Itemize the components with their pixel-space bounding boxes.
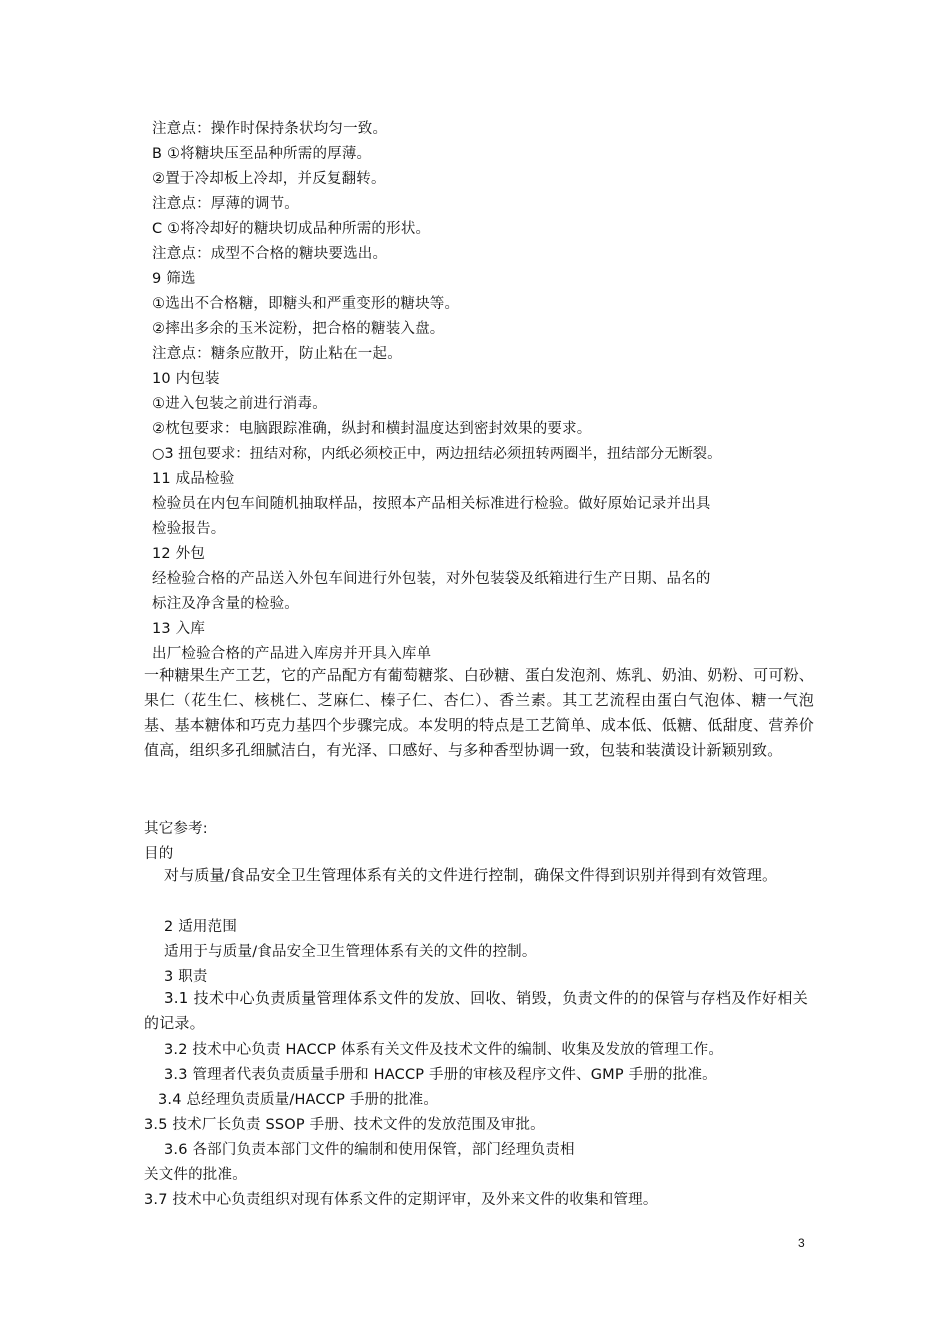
step-10-1: ①进入包装之前进行消毒。 [152, 396, 327, 412]
duty-3-3: 3.3 管理者代表负责质量手册和 HACCP 手册的审核及程序文件、GMP 手册的批准。 [164, 1067, 717, 1083]
duty-3-1: 3.1 技术中心负责质量管理体系文件的发放、回收、销毁，负责文件的的保管与存档及作好相关的记录。 [144, 989, 808, 1032]
step-9-1: ①选出不合格糖，即糖头和严重变形的糖块等。 [152, 296, 460, 312]
outer-pack-text-2: 标注及净含量的检验。 [152, 596, 299, 612]
duty-3-2: 3.2 技术中心负责 HACCP 体系有关文件及技术文件的编制、收集及发放的管理工作。 [164, 1042, 724, 1058]
inspection-text-1: 检验员在内包车间随机抽取样品，按照本产品相关标准进行检验。做好原始记录并出具 [152, 496, 711, 512]
section-11-title: 11 成品检验 [152, 471, 235, 487]
section-13-title: 13 入库 [152, 621, 206, 637]
note-thickness: 注意点：厚薄的调节。 [152, 196, 299, 212]
step-c-1: C ①将冷却好的糖块切成品种所需的形状。 [152, 221, 431, 237]
reference-heading: 其它参考: [144, 821, 208, 837]
summary-paragraph: 一种糖果生产工艺，它的产品配方有葡萄糖浆、白砂糖、蛋白发泡剂、炼乳、奶油、奶粉、可可粉、果仁（花生仁、核桃仁、芝麻仁、榛子仁、杏仁）、香兰素。其工艺流程由蛋白气泡体、糖一气泡基、基本糖体和巧克力基四个步骤完成。本发明的特点是工艺简单、成本低、低糖、低甜度、营养价值高，组织多孔细腻洁白，有光泽、口感好、与多种香型协调一致，包装和装潢设计新颖别致。 [144, 666, 814, 759]
duty-3-6-line1: 3.6 各部门负责本部门文件的编制和使用保管，部门经理负责相 [164, 1142, 575, 1158]
page-number: 3 [798, 1236, 805, 1250]
duty-3-6-line2: 关文件的批准。 [144, 1167, 247, 1183]
purpose-text: 对与质量/食品安全卫生管理体系有关的文件进行控制，确保文件得到识别并得到有效管理。 [164, 866, 778, 884]
note-strip-uniform: 注意点：操作时保持条状均匀一致。 [152, 121, 388, 137]
step-b-1: B ①将糖块压至品种所需的厚薄。 [152, 146, 372, 162]
step-9-2: ②摔出多余的玉米淀粉，把合格的糖装入盘。 [152, 321, 445, 337]
outer-pack-text-1: 经检验合格的产品送入外包车间进行外包装，对外包装袋及纸箱进行生产日期、品名的 [152, 571, 711, 587]
scope-title: 2 适用范围 [164, 919, 238, 935]
duty-3-7: 3.7 技术中心负责组织对现有体系文件的定期评审，及外来文件的收集和管理。 [144, 1192, 658, 1208]
purpose-title: 目的 [144, 846, 174, 862]
duty-3-4: 3.4 总经理负责质量/HACCP 手册的批准。 [158, 1092, 439, 1108]
section-9-title: 9 筛选 [152, 271, 196, 287]
section-10-title: 10 内包装 [152, 371, 220, 387]
inspection-text-2: 检验报告。 [152, 521, 226, 537]
warehouse-text: 出厂检验合格的产品进入库房并开具入库单 [152, 646, 432, 662]
note-shape: 注意点：成型不合格的糖块要选出。 [152, 246, 388, 262]
note-spread: 注意点：糖条应散开，防止粘在一起。 [152, 346, 402, 362]
section-12-title: 12 外包 [152, 546, 206, 562]
step-10-3: ○3 扭包要求：扭结对称，内纸必须校正中，两边扭结必须扭转两圈半，扭结部分无断裂。 [152, 446, 722, 462]
step-b-2: ②置于冷却板上冷却，并反复翻转。 [152, 171, 386, 187]
duty-3-5: 3.5 技术厂长负责 SSOP 手册、技术文件的发放范围及审批。 [144, 1117, 545, 1133]
step-10-2: ②枕包要求：电脑跟踪准确，纵封和横封温度达到密封效果的要求。 [152, 421, 592, 437]
duties-title: 3 职责 [164, 969, 208, 985]
scope-text: 适用于与质量/食品安全卫生管理体系有关的文件的控制。 [164, 944, 537, 960]
